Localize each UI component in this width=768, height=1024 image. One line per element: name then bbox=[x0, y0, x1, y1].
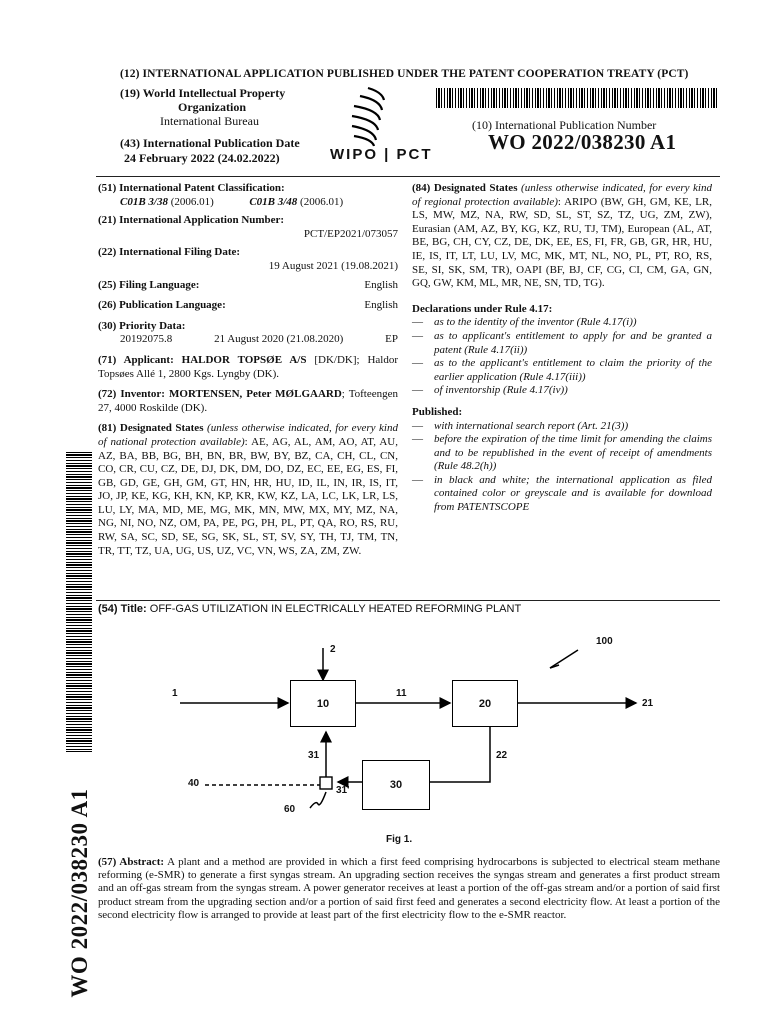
designated-states-national-list: : AE, AG, AL, AM, AO, AT, AU, AZ, BA, BB, BG, BH, BN, BR, BW, BY, BZ, CA, CH, CL, CN, CO, CR, CU, CZ, DE, DJ, DK, DM, DO, DZ, EC, EE, EG, ES, FI, GB, GD, GE, GH, GM, GT, HN, HR, HU, ID, IL, IN, IR, IS, IT, JO, JP, KE, KG, KH, KN, KP, KR, KW, KZ, LA, LC, LK, LR, LS, LU, LY, MA, MD, ME, MG, MK, MN, MW, MX, MY, MZ, NA, NG, NI, NO, NZ, OM, PA, PE, PG, PH, PL, PT, QA, RO, RS, RU, RW, SA, SC, SD, SE, SG, SK, SL, ST, SV, SY, TH, TJ, TM, TN, TR, TT, TZ, UA, UG, US, UZ, VC, VN, WS, ZA, ZM, ZW. bbox=[98, 435, 398, 557]
declarations-label: Declarations under Rule 4.17: bbox=[412, 302, 553, 315]
ref-100-label: 100 bbox=[596, 636, 613, 647]
abstract-text: A plant and a method are provided in which a first feed comprising hydrocarbons is subjected to electrical steam methane reforming (e-SMR) to generate a first syngas stream. An upgrading section receives the syngas stream and generates a first product stream and an off-gas stream from the syngas stream. A power generator receives at least a portion of the off-gas stream and/or a portion of said first product stream from the upgrading section and/or a portion of said first feed and generates a second electricity flow. At least a portion of the second electricity flow is arranged to provide at least part of the first electricity flow to the e-SMR reactor. bbox=[98, 856, 720, 921]
filing-language-label: (25) Filing Language: bbox=[98, 278, 200, 291]
priority-row bbox=[98, 333, 398, 347]
title-divider bbox=[96, 600, 720, 601]
title-text: OFF-GAS UTILIZATION IN ELECTRICALLY HEATED REFORMING PLANT bbox=[149, 603, 522, 615]
title bbox=[98, 603, 521, 615]
org-name-line-2: Organization bbox=[178, 100, 246, 114]
designated-states-national-label: (81) Designated States bbox=[98, 422, 204, 435]
designated-states-regional-list: : ARIPO (BW, GH, GM, KE, LR, LS, MW, MZ, NA, RW, SD, SL, ST, SZ, TZ, UG, ZM, ZW), Eurasian (AM, AZ, BY, KG, KZ, RU, TJ, TM), European (AL, AT, BE, BG, CH, CY, CZ, DE, DK, EE, ES, FI, FR, GB, GR, HR, HU, IE, IS, IT, LT, LU, LV, MC, MK, MT, NL, NO, PL, PT, RO, RS, SE, SI, SK, SM, TR), OAPI (BF, BJ, CF, CG, CI, CM, GA, GN, GQ, GW, KM, ML, MR, NE, SN, TD, TG). bbox=[412, 195, 712, 290]
published-text: in black and white; the international application as filed contained color or greyscale and is available for download from PATENTSCOPE bbox=[434, 473, 712, 514]
side-barcode bbox=[66, 452, 92, 752]
declarations-list bbox=[412, 316, 712, 398]
figure-caption: Fig 1. bbox=[386, 834, 413, 845]
priority-office: EP bbox=[385, 333, 398, 346]
designated-states-regional-label: (84) Designated States bbox=[412, 182, 518, 194]
filing-date-label: (22) International Filing Date: bbox=[98, 246, 241, 259]
published-item bbox=[412, 433, 712, 474]
designated-states-regional bbox=[412, 182, 712, 291]
declarations-item bbox=[412, 384, 712, 398]
right-column bbox=[412, 182, 712, 515]
published-item bbox=[412, 474, 712, 515]
declarations-text: as to the identity of the inventor (Rule 4.17(i)) bbox=[434, 316, 637, 329]
applicant-name: HALDOR TOPSØE A/S bbox=[181, 353, 307, 366]
app-number-label: (21) International Application Number: bbox=[98, 214, 285, 227]
org-sub: International Bureau bbox=[160, 114, 259, 128]
wipo-pct-text: WIPO | PCT bbox=[330, 146, 433, 163]
publication-language-label: (26) Publication Language: bbox=[98, 299, 226, 312]
inventor-name: MORTENSEN, Peter MØLGAARD bbox=[169, 388, 342, 401]
stream-1-label: 1 bbox=[172, 688, 178, 699]
stream-31-prime-label: 31' bbox=[336, 785, 350, 796]
stream-11-label: 11 bbox=[396, 688, 407, 699]
priority-date: 21 August 2020 (21.08.2020) bbox=[214, 333, 344, 346]
publication-language: English bbox=[364, 299, 398, 312]
abstract bbox=[98, 856, 720, 922]
inventor-address: ; Tofteengen 27, 4000 Roskilde (DK). bbox=[98, 388, 399, 414]
stream-21-label: 21 bbox=[642, 698, 654, 709]
applicant-address: [DK/DK]; Haldor Topsøes Allé 1, 2800 Kgs. Lyngby (DK). bbox=[98, 353, 398, 380]
left-column bbox=[98, 182, 398, 558]
filing-language-row bbox=[98, 279, 398, 293]
upgrading-section-box: 20 bbox=[452, 680, 518, 727]
org-number: (19) bbox=[120, 86, 140, 100]
inventor bbox=[98, 388, 398, 415]
applicant bbox=[98, 354, 398, 381]
pct-header-line: (12) INTERNATIONAL APPLICATION PUBLISHED UNDER THE PATENT COOPERATION TREATY (PCT) bbox=[120, 68, 689, 80]
figure-1 bbox=[160, 630, 680, 820]
barcode bbox=[436, 88, 718, 108]
declarations-item bbox=[412, 357, 712, 384]
declarations-item bbox=[412, 330, 712, 357]
ipc-label: (51) International Patent Classification: bbox=[98, 182, 285, 194]
dash: — bbox=[412, 419, 423, 432]
stream-2-label: 2 bbox=[330, 644, 336, 655]
wipo-org-block bbox=[120, 86, 320, 128]
power-generator-box: 30 bbox=[362, 760, 430, 810]
priority-number: 20192075.8 bbox=[120, 333, 173, 346]
designated-states-national bbox=[98, 422, 398, 558]
org-name-line-1: World Intellectual Property bbox=[142, 86, 286, 100]
publication-number: WO 2022/038230 A1 bbox=[488, 130, 677, 154]
dash: — bbox=[412, 357, 423, 370]
ref-60-label: 60 bbox=[284, 804, 296, 815]
header-divider bbox=[96, 176, 720, 177]
designated-states-national-note: (unless otherwise indicated, for every kind of national protection available) bbox=[98, 422, 398, 448]
dash: — bbox=[412, 316, 423, 329]
publication-date-label: (43) International Publication Date bbox=[120, 136, 300, 150]
ipc-code-1: C01B 3/38 bbox=[120, 195, 168, 208]
declarations-item bbox=[412, 316, 712, 330]
publication-date-block bbox=[120, 136, 300, 165]
wipo-logo bbox=[330, 84, 440, 168]
e-smr-reactor-box: 10 bbox=[290, 680, 356, 727]
publication-language-row bbox=[98, 299, 398, 313]
app-number: PCT/EP2021/073057 bbox=[303, 227, 398, 240]
priority-label: (30) Priority Data: bbox=[98, 319, 186, 332]
filing-language: English bbox=[364, 278, 398, 291]
ipc-year-2: (2006.01) bbox=[300, 195, 344, 208]
ipc-code-2: C01B 3/48 bbox=[249, 195, 298, 208]
ipc-codes bbox=[98, 196, 398, 210]
published-label: Published: bbox=[412, 405, 463, 418]
declarations-text: as to applicant's entitlement to apply for and be granted a patent (Rule 4.17(ii)) bbox=[434, 329, 712, 356]
title-label: (54) Title: bbox=[98, 603, 147, 615]
inventor-label: (72) Inventor: bbox=[98, 388, 165, 401]
designated-states-regional-note: (unless otherwise indicated, for every kind of regional protection available) bbox=[412, 182, 712, 208]
dash: — bbox=[412, 329, 423, 342]
publication-number-label: (10) International Publication Number bbox=[472, 118, 657, 132]
stream-40-label: 40 bbox=[188, 778, 200, 789]
published-list bbox=[412, 420, 712, 515]
declarations-text: as to the applicant's entitlement to claim the priority of the earlier application (Rule 4.17(iii)) bbox=[434, 357, 712, 383]
stream-22-label: 22 bbox=[496, 750, 508, 761]
published-text: with international search report (Art. 21(3)) bbox=[434, 419, 629, 432]
dash: — bbox=[412, 433, 423, 446]
ipc-year-1: (2006.01) bbox=[170, 195, 214, 208]
filing-date: 19 August 2021 (19.08.2021) bbox=[268, 259, 398, 272]
side-publication-number: WO 2022/038230 A1 bbox=[67, 788, 92, 998]
dash: — bbox=[412, 473, 423, 486]
published-text: before the expiration of the time limit for amending the claims and to be republished in the event of receipt of amendments (Rule 48.2(h)) bbox=[434, 433, 712, 473]
dash: — bbox=[412, 384, 423, 397]
publication-date: 24 February 2022 (24.02.2022) bbox=[124, 150, 280, 165]
published-item bbox=[412, 420, 712, 434]
abstract-label: (57) Abstract: bbox=[98, 856, 165, 868]
applicant-label: (71) Applicant: bbox=[98, 353, 174, 366]
declarations-text: of inventorship (Rule 4.17(iv)) bbox=[434, 384, 568, 397]
stream-31-label: 31 bbox=[308, 750, 320, 761]
